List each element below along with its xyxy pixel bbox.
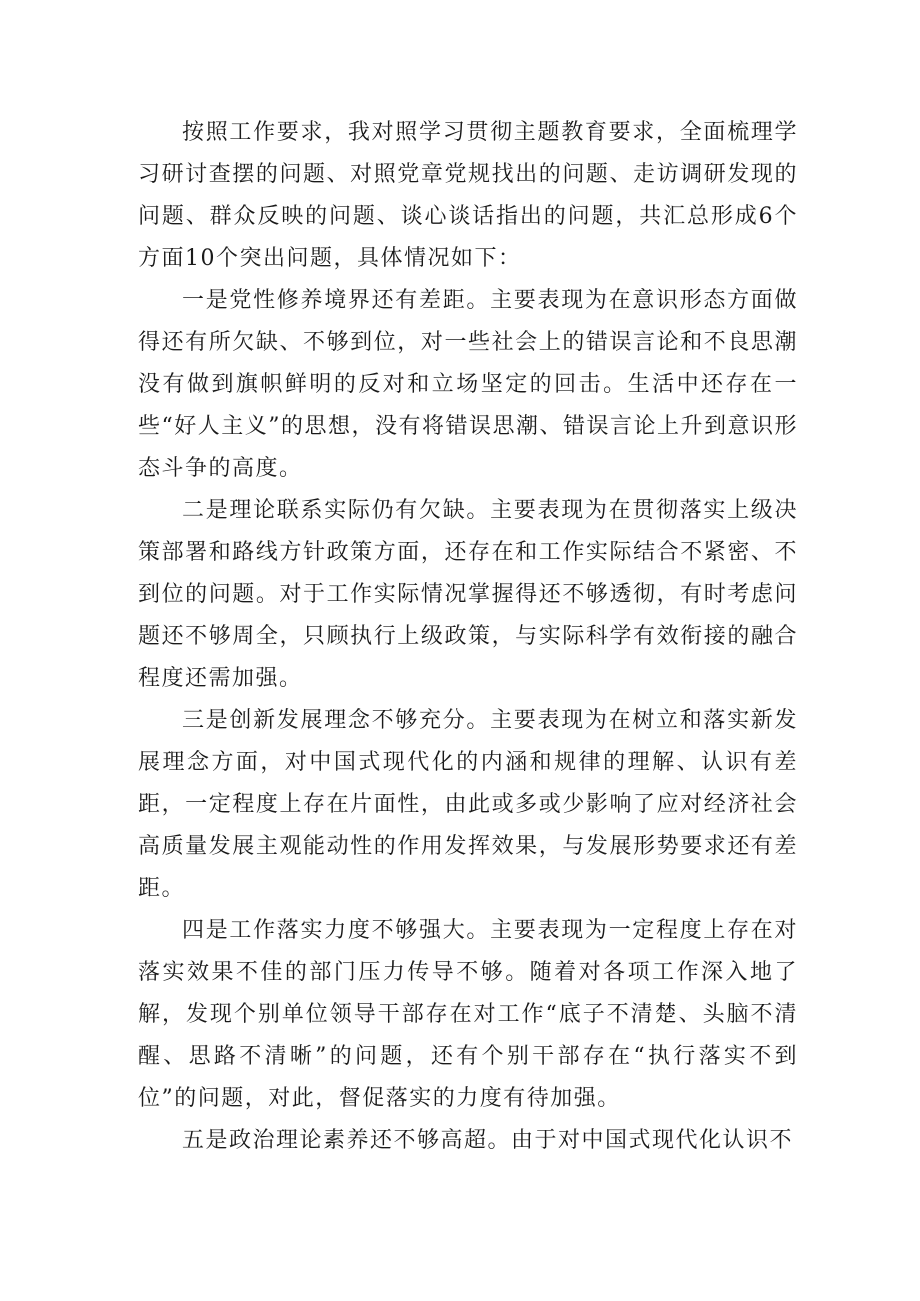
paragraph-intro: 按照工作要求，我对照学习贯彻主题教育要求，全面梳理学习研讨查摆的问题、对照党章党规找出的问题、走访调研发现的问题、群众反映的问题、谈心谈话指出的问题，共汇总形成6个方面10个突出问题，具体情况如下： <box>138 120 798 271</box>
paragraph-point-5: 五是政治理论素养还不够高超。由于对中国式现代化认识不 <box>182 1128 794 1153</box>
document-body <box>138 112 798 1162</box>
paragraph-point-3: 三是创新发展理念不够充分。主要表现为在树立和落实新发展理念方面，对中国式现代化的内涵和规律的理解、认识有差距，一定程度上存在片面性，由此或多或少影响了应对经济社会高质量发展主观能动性的作用发挥效果，与发展形势要求还有差距。 <box>138 708 798 901</box>
paragraph-point-2: 二是理论联系实际仍有欠缺。主要表现为在贯彻落实上级决策部署和路线方针政策方面，还存在和工作实际结合不紧密、不到位的问题。对于工作实际情况掌握得还不够透彻，有时考虑问题还不够周全，只顾执行上级政策，与实际科学有效衔接的融合程度还需加强。 <box>138 498 798 691</box>
paragraph-point-4: 四是工作落实力度不够强大。主要表现为一定程度上存在对落实效果不佳的部门压力传导不够。随着对各项工作深入地了解，发现个别单位领导干部存在对工作“底子不清楚、头脑不清醒、思路不清晰”的问题，还有个别干部存在“执行落实不到位”的问题，对此，督促落实的力度有待加强。 <box>138 918 798 1111</box>
paragraph-point-1: 一是党性修养境界还有差距。主要表现为在意识形态方面做得还有所欠缺、不够到位，对一些社会上的错误言论和不良思潮没有做到旗帜鲜明的反对和立场坚定的回击。生活中还存在一些“好人主义”的思想，没有将错误思潮、错误言论上升到意识形态斗争的高度。 <box>138 288 798 481</box>
